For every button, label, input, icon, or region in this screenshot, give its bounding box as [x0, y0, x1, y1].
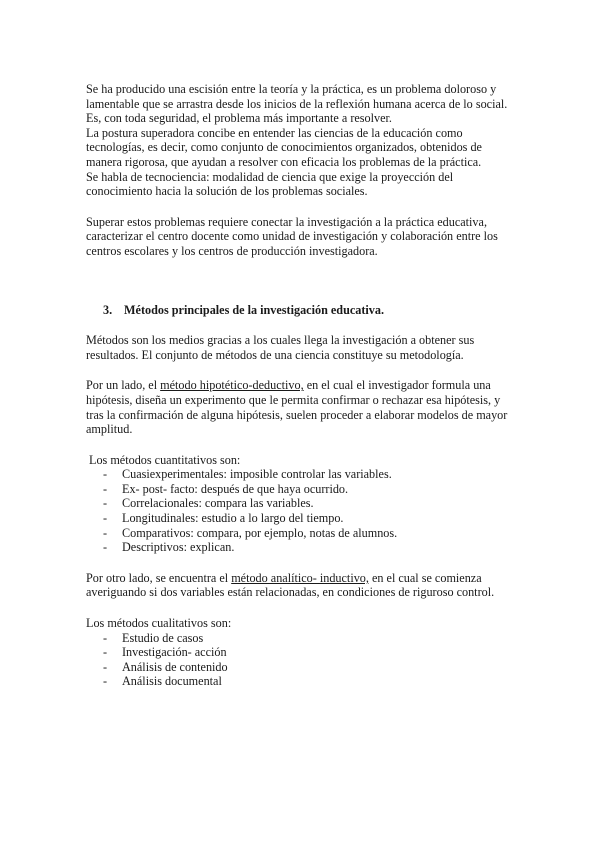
dash-bullet: -	[103, 659, 108, 674]
list-item	[86, 674, 516, 689]
intro-paragraph-4: Superar estos problemas requiere conectar la investigación a la práctica educativa, caracterizar el centro docente como unidad de investigación y colaboración entre los centros escolares y los centros de producción investigadora.	[86, 214, 498, 258]
intro-paragraph-2: La postura superadora concibe en entender las ciencias de la educación como tecnologías, es decir, como conjunto de conocimientos organizados, obtenidos de manera rigorosa, que ayudan a resolver con eficacia los problemas de la práctica.	[86, 125, 482, 169]
intro-paragraph-1: Se ha producido una escisión entre la teoría y la práctica, es un problema doloroso y lamentable que se arrastra desde los inicios de la reflexión humana acerca de lo social. Es, con toda seguridad, el problema más importante a resolver.	[86, 82, 508, 126]
section-number: 3.	[103, 302, 113, 317]
hd-text-before: Por un lado, el	[86, 378, 161, 393]
dash-bullet: -	[103, 511, 108, 526]
ai-text-before: Por otro lado, se encuentra el	[86, 570, 232, 585]
hypothetico-deductive-paragraph	[86, 378, 516, 436]
list-item-text: Correlacionales: compara las variables.	[122, 496, 314, 511]
list-item-text: Análisis de contenido	[122, 659, 228, 674]
dash-bullet: -	[103, 630, 108, 645]
list-item	[86, 660, 516, 675]
qualitative-intro: Los métodos cualitativos son:	[86, 616, 232, 631]
hd-method-term: método hipotético-deductivo,	[160, 378, 304, 393]
dash-bullet: -	[103, 525, 108, 540]
document-body	[86, 82, 516, 689]
analytic-inductive-paragraph	[86, 571, 516, 600]
section-heading	[103, 303, 516, 318]
list-item-text: Comparativos: compara, por ejemplo, notas de alumnos.	[122, 525, 398, 540]
list-item-text: Descriptivos: explican.	[122, 540, 235, 555]
ai-method-term: método analítico- inductivo,	[231, 570, 369, 585]
list-item	[86, 467, 516, 482]
quantitative-intro: Los métodos cuantitativos son:	[89, 452, 241, 467]
section-title: Métodos principales de la investigación educativa.	[124, 302, 385, 317]
dash-bullet: -	[103, 481, 108, 496]
list-item	[86, 645, 516, 660]
list-item	[86, 540, 516, 555]
dash-bullet: -	[103, 674, 108, 689]
list-item-text: Cuasiexperimentales: imposible controlar las variables.	[122, 467, 392, 482]
list-item	[86, 511, 516, 526]
ai-text-after: en el cual se comienza averiguando si dos variables están relacionadas, en condiciones de riguroso control.	[86, 570, 495, 600]
list-item	[86, 631, 516, 646]
list-item-text: Análisis documental	[122, 674, 222, 689]
list-item-text: Investigación- acción	[122, 645, 227, 660]
methods-definition: Métodos son los medios gracias a los cuales llega la investigación a obtener sus resultados. El conjunto de métodos de una ciencia constituye su metodología.	[86, 333, 475, 362]
quantitative-list	[86, 467, 516, 555]
dash-bullet: -	[103, 645, 108, 660]
list-item	[86, 526, 516, 541]
list-item-text: Longitudinales: estudio a lo largo del tiempo.	[122, 511, 344, 526]
list-item-text: Ex- post- facto: después de que haya ocurrido.	[122, 481, 349, 496]
hd-text-after: en el cual el investigador formula una hipótesis, diseña un experimento que le permita confirmar o rechazar esa hipótesis, y tras la confirmación de alguna hipótesis, suelen proceder a elaborar modelos de mayor amplitud.	[86, 378, 508, 437]
list-item-text: Estudio de casos	[122, 630, 204, 645]
intro-paragraph-3: Se habla de tecnociencia: modalidad de ciencia que exige la proyección del conocimiento hacia la solución de los problemas sociales.	[86, 169, 454, 199]
list-item	[86, 482, 516, 497]
list-item	[86, 496, 516, 511]
dash-bullet: -	[103, 467, 108, 482]
dash-bullet: -	[103, 540, 108, 555]
dash-bullet: -	[103, 496, 108, 511]
qualitative-list	[86, 631, 516, 689]
